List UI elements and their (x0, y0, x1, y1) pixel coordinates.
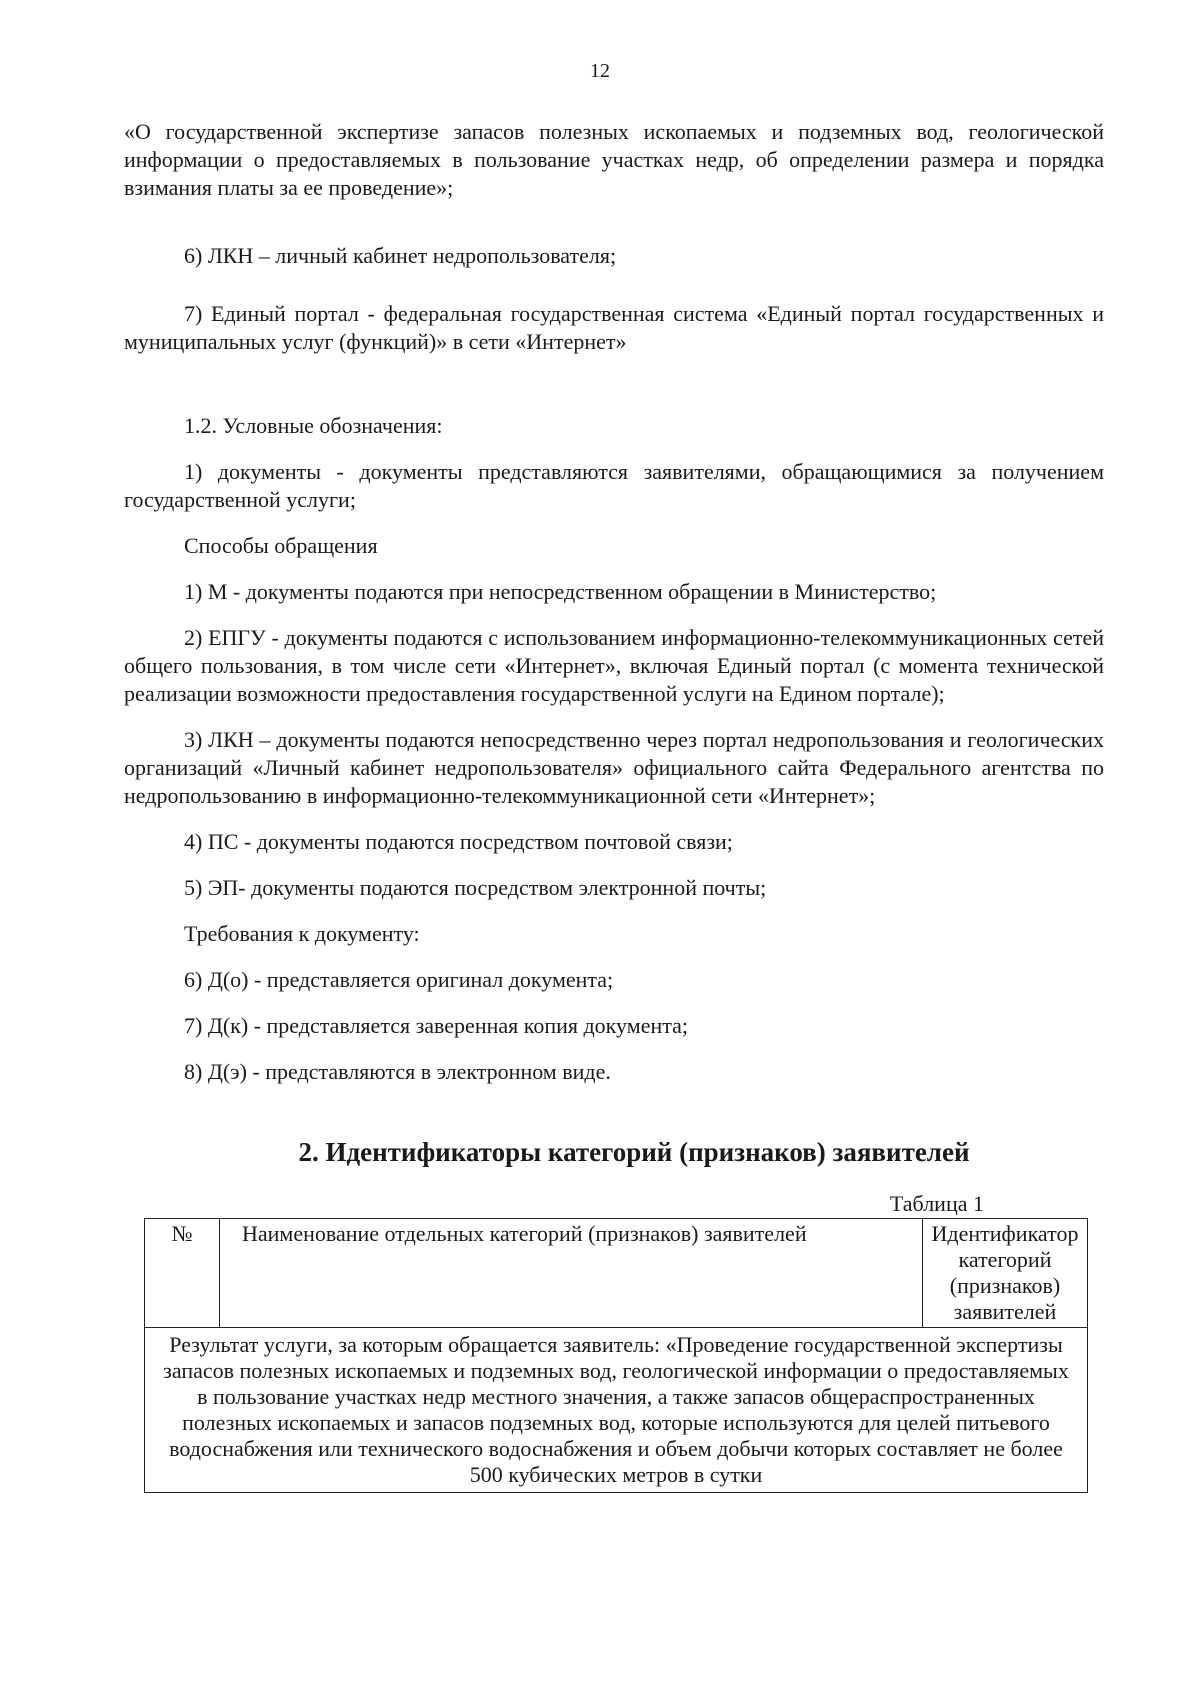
table-result-row (145, 1328, 1088, 1493)
paragraph-method-lkn: 3) ЛКН – документы подаются непосредственно через портал недропользования и геологических организаций «Личный кабинет недропользователя» официального сайта Федерального агентства по недропользованию в информационно-телекоммуникационной сети «Интернет»; (124, 727, 1104, 808)
paragraph-method-m: 1) М - документы подаются при непосредственном обращении в Министерство; (184, 579, 937, 604)
table-caption: Таблица 1 (889, 1191, 984, 1216)
section-heading: 2. Идентификаторы категорий (признаков) заявителей (298, 1137, 970, 1167)
paragraph-symbols-heading: 1.2. Условные обозначения: (184, 413, 443, 438)
paragraph-portal-definition: 7) Единый портал - федеральная государственная система «Единый портал государственных и муниципальных услуг (функций)» в сети «Интернет» (124, 301, 1104, 354)
service-result-cell: Результат услуги, за которым обращается заявитель: «Проведение государственной экспертизы запасов полезных ископаемых и подземных вод, геологической информации о предоставляемых в пользование участках недр местного значения, а также запасов общераспространенных полезных ископаемых и запасов подземных вод, которые используются для целей питьевого водоснабжения или технического водоснабжения и объем добычи которых составляет не более 500 кубических метров в сутки (145, 1328, 1088, 1493)
paragraph-requirement-electronic: 8) Д(э) - представляются в электронном виде. (184, 1059, 611, 1084)
paragraph-documents: 1) документы - документы представляются заявителями, обращающимися за получением государственной услуги; (124, 459, 1104, 512)
header-category-id: Идентификатор категорий (признаков) заявителей (923, 1219, 1088, 1328)
paragraph-method-epgu: 2) ЕПГУ - документы подаются с использованием информационно-телекоммуникационных сетей общего пользования, в том числе сети «Интернет», включая Единый портал (с момента технической реализации возможности предоставления государственной услуги на Едином портале); (124, 625, 1104, 706)
paragraph-expertise-reference: «О государственной экспертизе запасов полезных ископаемых и подземных вод, геологической информации о предоставляемых в пользование участках недр, об определении размера и порядка взимания платы за ее проведение»; (124, 119, 1104, 200)
paragraph-lkn-definition: 6) ЛКН – личный кабинет недропользователя; (184, 243, 617, 268)
paragraph-requirement-original: 6) Д(о) - представляется оригинал документа; (184, 967, 614, 992)
document-body (124, 118, 1104, 1493)
paragraph-methods-heading: Способы обращения (184, 533, 378, 558)
page-number: 12 (590, 60, 610, 82)
paragraph-method-ps: 4) ПС - документы подаются посредством почтовой связи; (184, 829, 733, 854)
paragraph-method-ep: 5) ЭП- документы подаются посредством электронной почты; (184, 875, 767, 900)
header-category-name: Наименование отдельных категорий (признаков) заявителей (220, 1219, 923, 1328)
header-number: № (145, 1219, 220, 1328)
applicant-categories-table (144, 1218, 1088, 1493)
paragraph-requirement-copy: 7) Д(к) - представляется заверенная копия документа; (184, 1013, 688, 1038)
paragraph-requirements-heading: Требования к документу: (184, 921, 420, 946)
table-header-row (145, 1219, 1088, 1328)
